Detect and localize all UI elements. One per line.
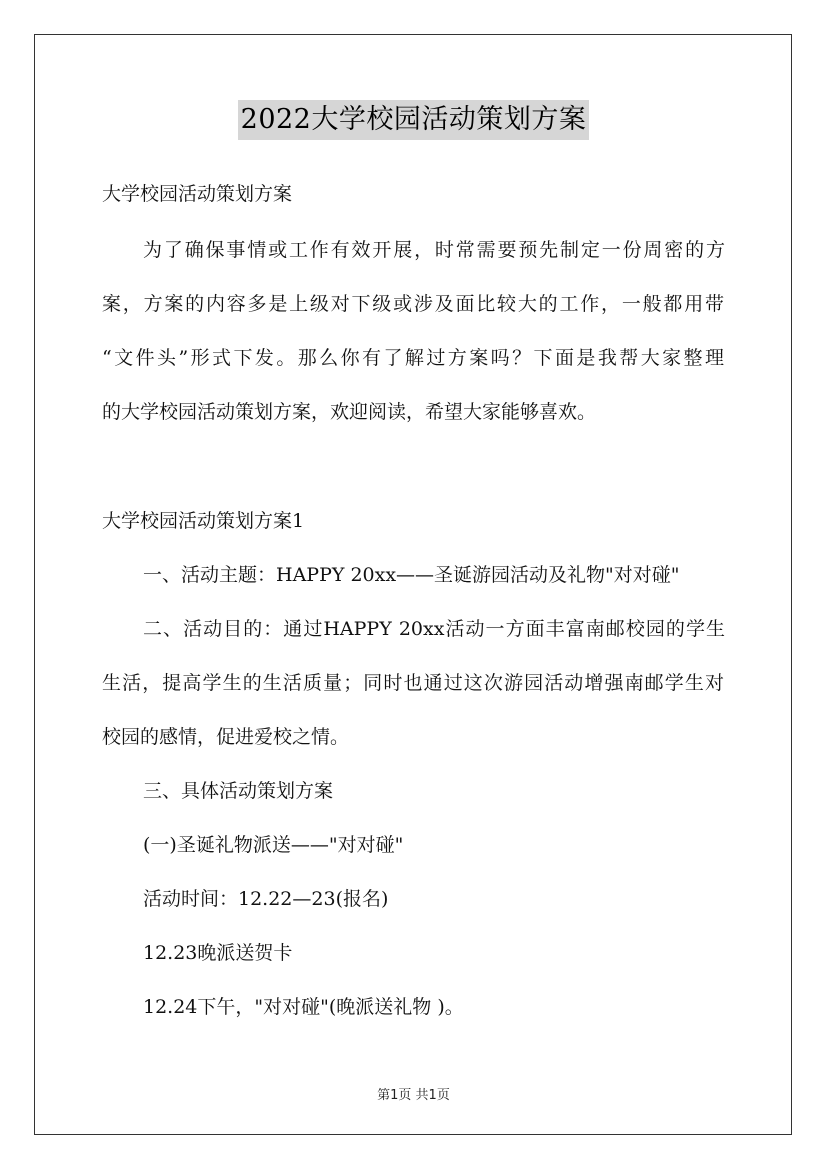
section-heading: 大学校园活动策划方案1 [102, 510, 305, 532]
intro-line-4: 的大学校园活动策划方案，欢迎阅读，希望大家能够喜欢。 [102, 401, 597, 423]
purpose-line-1: 二、活动目的：通过HAPPY 20xx活动一方面丰富南邮校园的学生 [143, 618, 725, 640]
purpose-line-2: 生活，提高学生的生活质量；同时也通过这次游园活动增强南邮学生对 [102, 672, 724, 694]
schedule-date-1: 12.23晚派送贺卡 [143, 942, 293, 964]
activity-time: 活动时间：12.22—23(报名) [143, 888, 389, 910]
page-number-footer: 第1页 共1页 [377, 1088, 450, 1103]
plan-heading: 三、具体活动策划方案 [143, 780, 334, 802]
document-title: 2022大学校园活动策划方案 [238, 100, 590, 140]
intro-line-1: 为了确保事情或工作有效开展，时常需要预先制定一份周密的方 [143, 239, 725, 261]
subsection-gift-exchange: (一)圣诞礼物派送——"对对碰" [143, 834, 404, 856]
purpose-line-3: 校园的感情，促进爱校之情。 [102, 726, 350, 748]
intro-line-2: 案，方案的内容多是上级对下级或涉及面比较大的工作，一般都用带 [102, 293, 724, 315]
schedule-date-2: 12.24下午，"对对碰"(晚派送礼物 )。 [143, 996, 464, 1018]
activity-theme: 一、活动主题：HAPPY 20xx——圣诞游园活动及礼物"对对碰" [143, 564, 680, 586]
title-container [0, 100, 827, 140]
subtitle: 大学校园活动策划方案 [102, 183, 293, 205]
intro-line-3: “文件头”形式下发。那么你有了解过方案吗？下面是我帮大家整理 [102, 347, 724, 369]
